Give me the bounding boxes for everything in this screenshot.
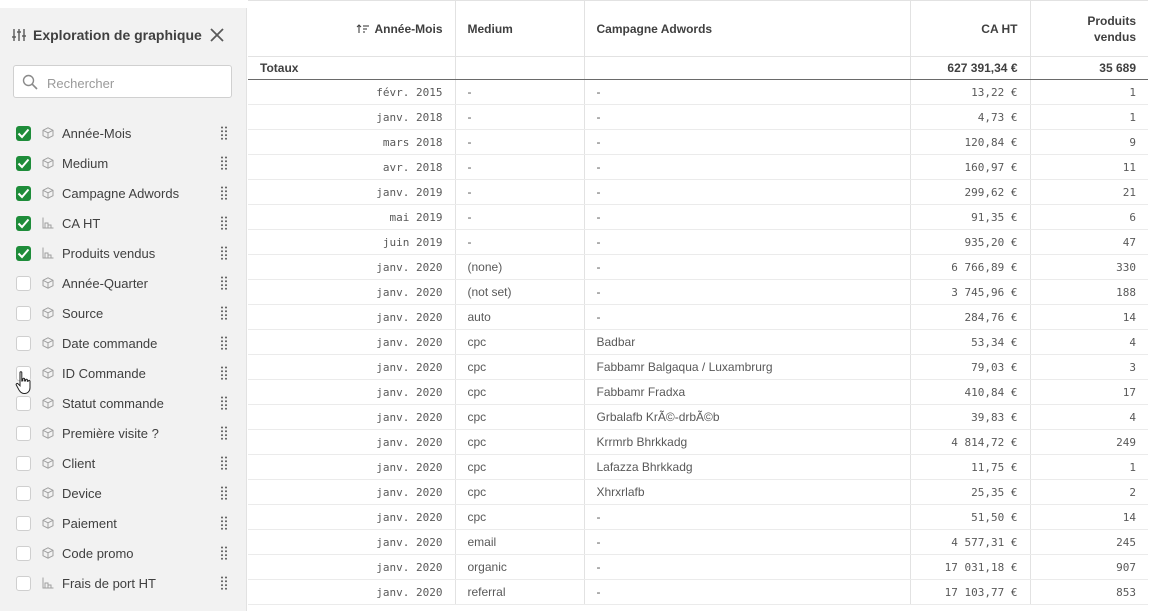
table-row[interactable] [248,180,1148,205]
hand-cursor-icon [15,371,33,395]
cell-campagne[interactable]: - [584,180,910,205]
header-annee-mois-label: Année-Mois [374,21,443,36]
field-item[interactable] [0,448,246,478]
field-item[interactable] [0,328,246,358]
cell-annee-mois[interactable]: janv. 2020 [248,305,455,330]
drag-handle-icon[interactable] [220,126,228,140]
cell-ca-ht: 4,73 € [910,105,1030,130]
table-row[interactable] [248,580,1148,605]
field-checkbox[interactable] [16,456,31,471]
table-row[interactable] [248,405,1148,430]
cell-produits: 17 [1030,380,1148,405]
drag-handle-icon[interactable] [220,366,228,380]
cell-medium[interactable]: - [455,130,584,155]
cell-ca-ht: 11,75 € [910,455,1030,480]
table-row[interactable] [248,505,1148,530]
cell-medium[interactable]: - [455,105,584,130]
cell-annee-mois[interactable]: mars 2018 [248,130,455,155]
cell-ca-ht: 25,35 € [910,480,1030,505]
measure-icon [42,217,54,229]
totals-produits: 35 689 [1030,57,1148,80]
drag-handle-icon[interactable] [220,246,228,260]
sort-ascending-icon[interactable] [356,24,370,34]
cube-icon [42,427,54,439]
cell-campagne[interactable]: - [584,555,910,580]
cell-annee-mois[interactable]: janv. 2018 [248,105,455,130]
cell-medium[interactable]: cpc [455,480,584,505]
cell-annee-mois[interactable]: janv. 2020 [248,280,455,305]
cell-campagne[interactable]: Grbalafb KrÃ©-drbÃ©b [584,405,910,430]
field-label: Frais de port HT [62,576,156,591]
field-label: Statut commande [62,396,164,411]
table-row[interactable] [248,330,1148,355]
table-row[interactable] [248,380,1148,405]
field-checkbox[interactable] [16,306,31,321]
cell-produits: 907 [1030,555,1148,580]
cell-campagne[interactable]: Xhrxrlafb [584,480,910,505]
table-row[interactable] [248,80,1148,105]
cell-annee-mois[interactable]: janv. 2020 [248,255,455,280]
table-row[interactable] [248,280,1148,305]
field-label: Produits vendus [62,246,156,261]
table-body [248,80,1148,605]
cell-medium[interactable]: - [455,180,584,205]
cell-produits: 330 [1030,255,1148,280]
drag-handle-icon[interactable] [220,276,228,290]
drag-handle-icon[interactable] [220,216,228,230]
cube-icon [42,457,54,469]
data-table [248,0,1148,611]
search-box [13,65,232,98]
cell-campagne[interactable]: - [584,505,910,530]
field-item[interactable] [0,568,246,598]
cell-annee-mois[interactable]: mai 2019 [248,205,455,230]
cell-ca-ht: 299,62 € [910,180,1030,205]
cell-produits: 1 [1030,105,1148,130]
field-checkbox[interactable] [16,276,31,291]
cell-produits: 249 [1030,430,1148,455]
cell-produits: 188 [1030,280,1148,305]
cube-icon [42,487,54,499]
cell-produits: 1 [1030,80,1148,105]
cell-ca-ht: 3 745,96 € [910,280,1030,305]
field-checkbox[interactable] [16,396,31,411]
cell-annee-mois[interactable]: janv. 2020 [248,455,455,480]
close-icon[interactable] [208,26,226,44]
cell-campagne[interactable]: - [584,280,910,305]
cell-medium[interactable]: (none) [455,255,584,280]
field-item[interactable] [0,358,246,388]
cell-produits: 14 [1030,505,1148,530]
cell-annee-mois[interactable]: janv. 2019 [248,180,455,205]
field-checkbox[interactable] [16,336,31,351]
cell-produits: 853 [1030,580,1148,605]
cube-icon [42,397,54,409]
cell-produits: 4 [1030,405,1148,430]
cell-campagne[interactable]: Fabbamr Fradxa [584,380,910,405]
drag-handle-icon[interactable] [220,516,228,530]
measure-icon [42,247,54,259]
cube-icon [42,517,54,529]
cell-produits: 47 [1030,230,1148,255]
cell-annee-mois[interactable]: janv. 2020 [248,380,455,405]
table-row[interactable] [248,255,1148,280]
totals-campagne [584,57,910,80]
cell-ca-ht: 51,50 € [910,505,1030,530]
field-checkbox[interactable] [16,516,31,531]
field-item[interactable] [0,388,246,418]
field-item[interactable] [0,148,246,178]
field-label: Année-Quarter [62,276,148,291]
header-ca-ht[interactable]: CA HT [910,1,1030,57]
table-row[interactable] [248,430,1148,455]
field-checkbox[interactable] [16,246,31,261]
cell-ca-ht: 39,83 € [910,405,1030,430]
cell-medium[interactable]: (not set) [455,280,584,305]
cube-icon [42,337,54,349]
cell-medium[interactable]: - [455,230,584,255]
field-checkbox[interactable] [16,216,31,231]
table-row[interactable] [248,530,1148,555]
totals-medium [455,57,584,80]
drag-handle-icon[interactable] [220,576,228,590]
cube-icon [42,127,54,139]
cell-ca-ht: 13,22 € [910,80,1030,105]
cell-ca-ht: 410,84 € [910,380,1030,405]
field-item[interactable] [0,418,246,448]
cell-campagne[interactable]: Lafazza Bhrkkadg [584,455,910,480]
cell-campagne[interactable]: - [584,105,910,130]
cell-medium[interactable]: - [455,155,584,180]
totals-row [248,57,1148,80]
cell-annee-mois[interactable]: janv. 2020 [248,580,455,605]
cell-campagne[interactable]: - [584,230,910,255]
search-input[interactable] [45,71,229,95]
cell-produits: 11 [1030,155,1148,180]
drag-handle-icon[interactable] [220,306,228,320]
cell-produits: 2 [1030,480,1148,505]
cell-annee-mois[interactable]: janv. 2020 [248,480,455,505]
cell-campagne[interactable]: - [584,305,910,330]
header-medium[interactable]: Medium [455,1,584,57]
cell-medium[interactable]: cpc [455,405,584,430]
cell-campagne[interactable]: - [584,580,910,605]
table-row[interactable] [248,155,1148,180]
table-row[interactable] [248,555,1148,580]
field-label: ID Commande [62,366,146,381]
cell-annee-mois[interactable]: avr. 2018 [248,155,455,180]
table-row[interactable] [248,305,1148,330]
cube-icon [42,157,54,169]
cell-annee-mois[interactable]: janv. 2020 [248,330,455,355]
table-row[interactable] [248,105,1148,130]
field-label: Première visite ? [62,426,159,441]
table-row[interactable] [248,480,1148,505]
field-checkbox[interactable] [16,156,31,171]
cell-medium[interactable]: organic [455,555,584,580]
cell-medium[interactable]: - [455,205,584,230]
cell-ca-ht: 91,35 € [910,205,1030,230]
cell-produits: 21 [1030,180,1148,205]
cell-ca-ht: 4 814,72 € [910,430,1030,455]
cell-produits: 1 [1030,455,1148,480]
field-label: Date commande [62,336,158,351]
field-label: Paiement [62,516,117,531]
field-checkbox[interactable] [16,426,31,441]
drag-handle-icon[interactable] [220,396,228,410]
table-row[interactable] [248,205,1148,230]
cube-icon [42,367,54,379]
cell-ca-ht: 4 577,31 € [910,530,1030,555]
field-list [0,118,246,598]
totals-label: Totaux [248,57,455,80]
drag-handle-icon[interactable] [220,336,228,350]
totals-ca-ht: 627 391,34 € [910,57,1030,80]
cell-annee-mois[interactable]: juin 2019 [248,230,455,255]
cell-medium[interactable]: cpc [455,355,584,380]
cell-ca-ht: 79,03 € [910,355,1030,380]
field-label: Campagne Adwords [62,186,180,201]
cell-annee-mois[interactable]: janv. 2020 [248,430,455,455]
field-item[interactable] [0,508,246,538]
cell-produits: 14 [1030,305,1148,330]
cell-campagne[interactable]: Krrmrb Bhrkkadg [584,430,910,455]
header-produits-line1: Produits [1087,13,1136,28]
cell-campagne[interactable]: - [584,255,910,280]
cell-medium[interactable]: referral [455,580,584,605]
cell-produits: 3 [1030,355,1148,380]
field-item[interactable] [0,238,246,268]
field-checkbox[interactable] [16,486,31,501]
field-checkbox[interactable] [16,126,31,141]
chart-exploration-panel [0,8,247,611]
search-icon [22,74,38,90]
field-label: Source [62,306,104,321]
header-annee-mois[interactable] [248,1,455,57]
cell-ca-ht: 6 766,89 € [910,255,1030,280]
cell-medium[interactable]: email [455,530,584,555]
cell-medium[interactable]: - [455,80,584,105]
cell-annee-mois[interactable]: janv. 2020 [248,405,455,430]
field-item[interactable] [0,118,246,148]
drag-handle-icon[interactable] [220,156,228,170]
cell-annee-mois[interactable]: janv. 2020 [248,530,455,555]
cell-medium[interactable]: cpc [455,505,584,530]
header-row [248,1,1148,57]
cell-annee-mois[interactable]: janv. 2020 [248,555,455,580]
header-produits-vendus[interactable] [1030,1,1148,57]
drag-handle-icon[interactable] [220,426,228,440]
cell-campagne[interactable]: Fabbamr Balgaqua / Luxambrurg [584,355,910,380]
field-checkbox[interactable] [16,546,31,561]
field-item[interactable] [0,478,246,508]
panel-header [0,8,246,64]
table-row[interactable] [248,230,1148,255]
drag-handle-icon[interactable] [220,456,228,470]
field-label: Medium [62,156,109,171]
field-item[interactable] [0,268,246,298]
cell-ca-ht: 53,34 € [910,330,1030,355]
cell-produits: 6 [1030,205,1148,230]
cell-campagne[interactable]: - [584,130,910,155]
header-produits-line2: vendus [1093,29,1136,44]
field-item[interactable] [0,538,246,568]
cell-campagne[interactable]: - [584,530,910,555]
cell-campagne[interactable]: - [584,155,910,180]
cube-icon [42,277,54,289]
cell-produits: 9 [1030,130,1148,155]
panel-title: Exploration de graphique [33,27,202,43]
field-item[interactable] [0,178,246,208]
drag-handle-icon[interactable] [220,486,228,500]
table-row[interactable] [248,130,1148,155]
cube-icon [42,187,54,199]
cell-ca-ht: 935,20 € [910,230,1030,255]
cell-campagne[interactable]: - [584,205,910,230]
table-row[interactable] [248,455,1148,480]
cell-medium[interactable]: cpc [455,430,584,455]
field-checkbox[interactable] [16,576,31,591]
header-campagne[interactable]: Campagne Adwords [584,1,910,57]
field-checkbox[interactable] [16,186,31,201]
cell-produits: 245 [1030,530,1148,555]
cell-medium[interactable]: cpc [455,330,584,355]
sliders-icon [12,28,26,42]
cell-medium[interactable]: auto [455,305,584,330]
cell-annee-mois[interactable]: janv. 2020 [248,505,455,530]
field-label: CA HT [62,216,101,231]
cell-medium[interactable]: cpc [455,380,584,405]
cell-annee-mois[interactable]: févr. 2015 [248,80,455,105]
field-label: Client [62,456,96,471]
drag-handle-icon[interactable] [220,546,228,560]
measure-icon [42,577,54,589]
field-item[interactable] [0,208,246,238]
cell-campagne[interactable]: Badbar [584,330,910,355]
cell-ca-ht: 17 103,77 € [910,580,1030,605]
cube-icon [42,547,54,559]
cell-ca-ht: 120,84 € [910,130,1030,155]
cube-icon [42,307,54,319]
cell-produits: 4 [1030,330,1148,355]
field-item[interactable] [0,298,246,328]
field-label: Année-Mois [62,126,132,141]
cell-ca-ht: 284,76 € [910,305,1030,330]
cell-ca-ht: 17 031,18 € [910,555,1030,580]
field-label: Device [62,486,102,501]
cell-ca-ht: 160,97 € [910,155,1030,180]
cell-medium[interactable]: cpc [455,455,584,480]
cell-campagne[interactable]: - [584,80,910,105]
cell-annee-mois[interactable]: janv. 2020 [248,355,455,380]
table-row[interactable] [248,355,1148,380]
field-label: Code promo [62,546,134,561]
drag-handle-icon[interactable] [220,186,228,200]
